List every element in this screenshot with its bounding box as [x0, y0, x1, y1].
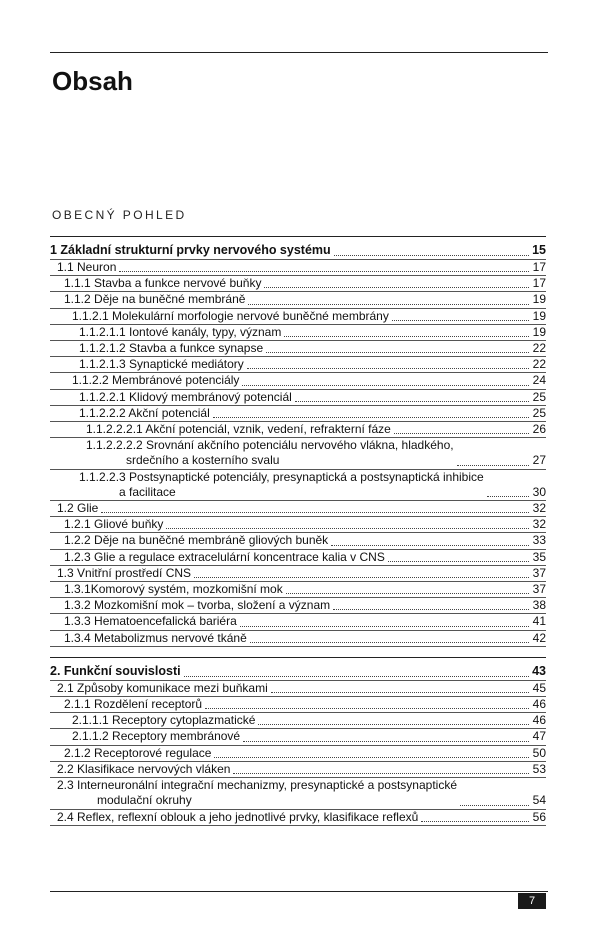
toc-entry-title [86, 422, 391, 437]
toc-entry-page: 33 [532, 533, 546, 548]
dot-leader [233, 773, 529, 774]
toc-entry-title [64, 533, 328, 548]
toc-entry-title [57, 681, 268, 696]
toc-entry-page: 19 [532, 324, 546, 339]
toc-entry-page: 35 [532, 549, 546, 564]
toc-entry-title-line1: 1.1.1 Stavba a funkce nervové buňky [64, 276, 262, 291]
toc-entry-title-line1: 1.1.2.1.2 Stavba a funkce synapse [79, 341, 264, 356]
dot-leader [258, 724, 529, 725]
toc-entry[interactable] [50, 406, 546, 422]
toc-entry-title-line1: 1.1 Neuron [57, 260, 117, 274]
toc-entry-page: 24 [532, 373, 546, 388]
toc-entry-page: 17 [532, 260, 546, 274]
toc-entry-title [79, 325, 281, 340]
toc-entry[interactable] [50, 598, 546, 614]
toc-entry[interactable] [50, 357, 546, 373]
toc-entry-page: 32 [532, 501, 546, 516]
toc-entry-title-line2: srdečního a kosterního svalu [126, 453, 280, 468]
toc-entry-title-line1: 1.3.3 Hematoencefalická bariéra [64, 614, 237, 629]
toc-entry[interactable] [50, 373, 546, 389]
toc-entry-title [64, 697, 202, 712]
toc-entry-page: 43 [532, 663, 546, 678]
toc-entry-title-line2: a facilitace [119, 484, 176, 499]
dot-leader [394, 433, 529, 434]
toc-entry-page: 19 [532, 308, 546, 323]
toc-entry-title-line1: 1.2 Glie [57, 501, 99, 516]
toc-entry[interactable] [50, 422, 546, 438]
toc-entry-title [64, 746, 211, 761]
bottom-rule [50, 891, 548, 892]
toc-entry-title [57, 566, 191, 581]
toc-entry-title-line1: 1.2.1 Gliové buňky [64, 517, 164, 532]
dot-leader [247, 368, 529, 369]
dot-leader [333, 609, 529, 610]
toc-entry[interactable] [50, 276, 546, 292]
section-heading: OBECNÝ POHLED [52, 208, 187, 222]
toc-entry[interactable] [50, 533, 546, 549]
toc-entry[interactable] [50, 501, 546, 517]
toc-entry-page: 25 [532, 389, 546, 404]
toc-entry[interactable] [50, 658, 546, 681]
toc-entry-title-line1: 1.3.2 Mozkomišní mok – tvorba, složení a význam [64, 598, 331, 613]
toc-entry-title [72, 729, 240, 744]
toc-entry[interactable] [50, 517, 546, 533]
toc-entry[interactable] [50, 778, 546, 809]
dot-leader [248, 304, 529, 305]
dot-leader [264, 287, 529, 288]
toc-entry-page: 27 [532, 453, 546, 468]
toc-entry[interactable] [50, 614, 546, 630]
toc-entry-page: 56 [532, 809, 546, 824]
dot-leader [295, 401, 529, 402]
dot-leader [213, 417, 529, 418]
toc-entry[interactable] [50, 729, 546, 745]
toc-entry-page: 38 [532, 598, 546, 613]
page-number: 7 [518, 893, 546, 909]
dot-leader [266, 352, 529, 353]
dot-leader [119, 271, 529, 272]
dot-leader [184, 676, 529, 677]
toc-entry-title-line1: 1.1.2.2.1 Klidový membránový potenciál [79, 389, 292, 404]
toc-entry-title [64, 292, 245, 307]
toc-entry-title-line1: 1.3 Vnitřní prostředí CNS [57, 565, 192, 580]
toc-entry-title-line1: 1 Základní strukturní prvky nervového systému [50, 243, 331, 257]
toc-entry[interactable] [50, 390, 546, 406]
toc-entry-page: 19 [532, 292, 546, 307]
toc-entry-page: 22 [532, 341, 546, 356]
toc-entry-title [50, 662, 181, 680]
toc-entry-title [79, 470, 484, 500]
toc-entry-title [86, 438, 454, 468]
dot-leader [242, 385, 529, 386]
toc-entry-title [64, 598, 330, 613]
toc-entry[interactable] [50, 470, 546, 501]
toc-entry-page: 53 [532, 761, 546, 776]
toc-entry-title [64, 517, 163, 532]
toc-group [50, 236, 546, 647]
dot-leader [392, 320, 529, 321]
toc-entry-title [79, 390, 292, 405]
toc-entry-page: 45 [532, 680, 546, 695]
toc-entry-page: 37 [532, 582, 546, 597]
toc-entry-title-line1: 1.2.2 Děje na buněčné membráně gliových buněk [64, 533, 329, 548]
toc-entry-page: 26 [532, 422, 546, 437]
toc-entry-title [57, 810, 418, 825]
dot-leader [388, 561, 529, 562]
toc-entry-title-line1: 2.1.1 Rozdělení receptorů [64, 697, 203, 712]
toc-entry-title-line1: 2.1.1.1 Receptory cytoplazmatické [72, 713, 256, 728]
dot-leader [286, 593, 529, 594]
toc-entry-title-line1: 1.1.2.2.2.1 Akční potenciál, vznik, vedení, refrakterní fáze [86, 422, 391, 437]
toc-entry-page: 46 [532, 713, 546, 728]
toc-entry-title-line2: modulační okruhy [97, 793, 192, 808]
toc-entry-title [57, 762, 230, 777]
top-rule [50, 52, 548, 53]
dot-leader [331, 545, 529, 546]
toc-entry-page: 17 [532, 276, 546, 291]
dot-leader [166, 528, 529, 529]
toc-entry-title-line1: 1.1.2.2.2.2 Srovnání akčního potenciálu nervového vlákna, hladkého, [86, 438, 454, 453]
toc-entry-page: 50 [532, 745, 546, 760]
toc-entry-title-line1: 1.1.2.2 Membránové potenciály [72, 373, 240, 388]
toc-entry[interactable] [50, 681, 546, 697]
dot-leader [194, 577, 529, 578]
table-of-contents [50, 236, 546, 836]
dot-leader [457, 465, 529, 466]
dot-leader [243, 741, 529, 742]
toc-entry[interactable] [50, 762, 546, 778]
toc-entry-title [50, 241, 331, 259]
toc-entry-title [72, 373, 239, 388]
toc-entry-title [64, 550, 385, 565]
toc-entry-title [64, 631, 247, 646]
toc-entry-page: 41 [532, 614, 546, 629]
toc-entry-page: 46 [532, 697, 546, 712]
toc-entry[interactable] [50, 582, 546, 598]
dot-leader [334, 255, 529, 256]
toc-entry-page: 22 [532, 357, 546, 372]
toc-entry[interactable] [50, 810, 546, 826]
toc-entry-title-line1: 1.1.2.2.3 Postsynaptické potenciály, presynaptická a postsynaptická inhibice [79, 469, 484, 484]
toc-entry-page: 42 [532, 630, 546, 645]
toc-entry-title-line1: 1.1.2.2.2 Akční potenciál [79, 405, 210, 420]
toc-entry-title-line1: 1.1.2.1.1 Iontové kanály, typy, význam [79, 324, 282, 339]
toc-entry-page: 54 [532, 793, 546, 808]
dot-leader [460, 805, 529, 806]
toc-entry[interactable] [50, 746, 546, 762]
toc-entry-title [64, 276, 261, 291]
toc-entry-title-line1: 1.1.2.1 Molekulární morfologie nervové buněčné membrány [72, 308, 389, 323]
dot-leader [101, 512, 529, 513]
toc-entry[interactable] [50, 292, 546, 308]
toc-entry-title [57, 501, 98, 516]
toc-entry-title-line1: 2. Funkční souvislosti [50, 663, 181, 678]
toc-entry[interactable] [50, 566, 546, 582]
toc-entry-title-line1: 1.3.4 Metabolizmus nervové tkáně [64, 630, 247, 645]
toc-entry-title-line1: 1.1.2.1.3 Synaptické mediátory [79, 357, 244, 372]
toc-entry-page: 15 [532, 243, 546, 257]
toc-entry-title-line1: 2.2 Klasifikace nervových vláken [57, 761, 231, 776]
dot-leader [240, 626, 529, 627]
toc-entry[interactable] [50, 631, 546, 647]
toc-entry-title [79, 406, 210, 421]
toc-entry-title-line1: 2.4 Reflex, reflexní oblouk a jeho jednotlivé prvky, klasifikace reflexů [57, 809, 419, 824]
toc-entry-title [64, 614, 237, 629]
toc-entry-title [72, 713, 255, 728]
dot-leader [214, 757, 529, 758]
toc-entry-page: 37 [532, 565, 546, 580]
toc-entry[interactable] [50, 697, 546, 713]
toc-entry-page: 25 [532, 405, 546, 420]
toc-entry[interactable] [50, 438, 546, 469]
toc-entry-title-line1: 1.1.2 Děje na buněčné membráně [64, 292, 246, 307]
toc-entry[interactable] [50, 260, 546, 276]
dot-leader [271, 692, 529, 693]
toc-entry-title-line1: 2.1.1.2 Receptory membránové [72, 729, 241, 744]
toc-entry-title [64, 582, 283, 597]
toc-entry-title [79, 357, 244, 372]
toc-entry-page: 30 [532, 484, 546, 499]
toc-entry[interactable] [50, 325, 546, 341]
dot-leader [205, 708, 529, 709]
toc-entry[interactable] [50, 341, 546, 357]
toc-entry-page: 47 [532, 729, 546, 744]
dot-leader [250, 642, 529, 643]
toc-entry-title-line1: 2.3 Interneuronální integrační mechanizmy, presynaptické a postsynaptické [57, 778, 457, 793]
page-title: Obsah [52, 66, 133, 96]
toc-entry-title-line1: 1.2.3 Glie a regulace extracelulární koncentrace kalia v CNS [64, 549, 385, 564]
toc-entry-title-line1: 2.1 Způsoby komunikace mezi buňkami [57, 680, 268, 695]
toc-entry-page: 32 [532, 517, 546, 532]
toc-entry[interactable] [50, 237, 546, 260]
toc-entry-title-line1: 2.1.2 Receptorové regulace [64, 745, 212, 760]
toc-group [50, 657, 546, 826]
toc-entry-title [57, 260, 116, 275]
toc-entry[interactable] [50, 550, 546, 566]
toc-entry-title-line1: 1.3.1Komorový systém, mozkomišní mok [64, 582, 283, 597]
toc-entry-title [79, 341, 263, 356]
toc-entry[interactable] [50, 309, 546, 325]
toc-entry-title [57, 778, 457, 808]
dot-leader [487, 496, 529, 497]
toc-entry[interactable] [50, 713, 546, 729]
dot-leader [284, 336, 529, 337]
toc-entry-title [72, 309, 389, 324]
dot-leader [421, 821, 529, 822]
